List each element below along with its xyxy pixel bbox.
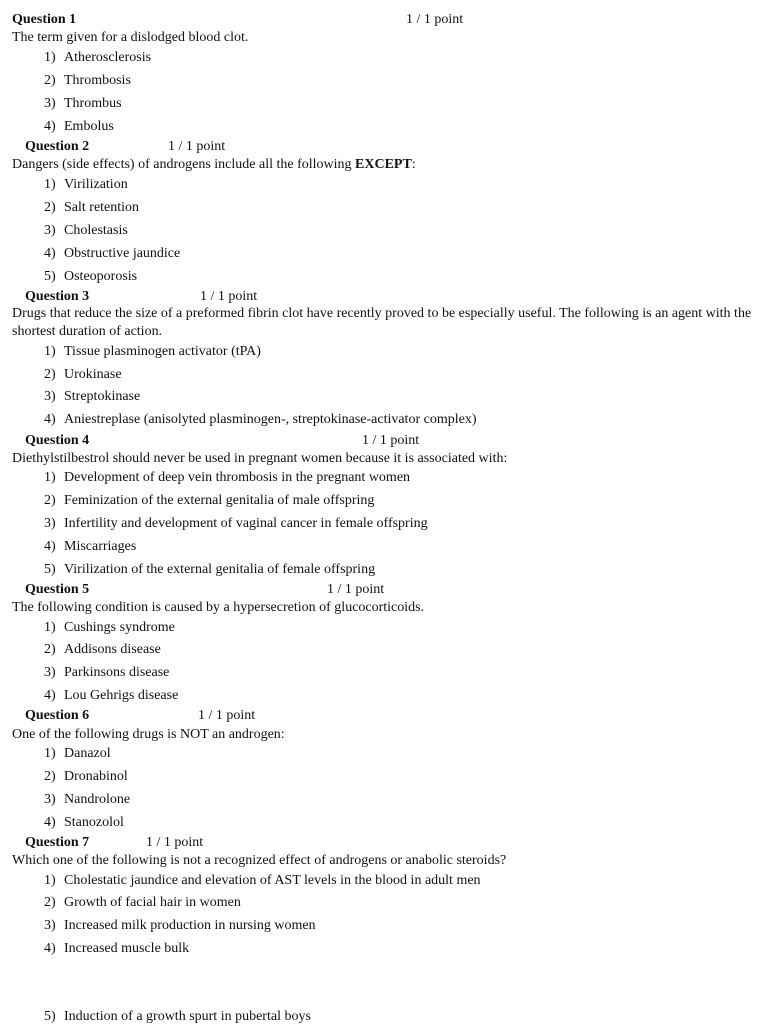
answer-option[interactable] <box>44 917 316 935</box>
option-label: Embolus <box>64 119 114 134</box>
question-heading: Question 5 <box>25 582 90 597</box>
option-number: 2) <box>44 200 56 215</box>
answer-option[interactable] <box>44 1008 311 1026</box>
option-number: 4) <box>44 539 56 554</box>
option-label: Cholestatic jaundice and elevation of AST levels in the blood in adult men <box>64 873 481 888</box>
option-number: 3) <box>44 792 56 807</box>
answer-option[interactable] <box>44 894 241 912</box>
question-text: The following condition is caused by a hypersecretion of glucocorticoids. <box>12 600 425 615</box>
option-label: Growth of facial hair in women <box>64 895 241 910</box>
option-label: Feminization of the external genitalia of male offspring <box>64 493 375 508</box>
answer-option[interactable] <box>44 814 124 832</box>
question-points: 1 / 1 point <box>327 582 385 597</box>
option-label: Danazol <box>64 746 111 761</box>
answer-option[interactable] <box>44 388 140 406</box>
option-label: Parkinsons disease <box>64 665 170 680</box>
option-number: 4) <box>44 246 56 261</box>
option-number: 3) <box>44 389 56 404</box>
option-label: Stanozolol <box>64 815 124 830</box>
question-points: 1 / 1 point <box>200 289 258 304</box>
option-label: Infertility and development of vaginal cancer in female offspring <box>64 516 428 531</box>
question-text: Diethylstilbestrol should never be used in pregnant women because it is associated with: <box>12 451 508 466</box>
option-label: Cholestasis <box>64 223 128 238</box>
option-number: 1) <box>44 746 56 761</box>
question-points: 1 / 1 point <box>362 433 420 448</box>
answer-option[interactable] <box>44 222 128 240</box>
question-heading: Question 2 <box>25 139 90 154</box>
question-keyword: EXCEPT <box>355 157 412 172</box>
option-number: 4) <box>44 815 56 830</box>
answer-option[interactable] <box>44 49 151 67</box>
option-label: Virilization of the external genitalia of female offspring <box>64 562 376 577</box>
answer-option[interactable] <box>44 469 410 487</box>
answer-option[interactable] <box>44 940 189 958</box>
question-heading: Question 3 <box>25 289 90 304</box>
option-number: 1) <box>44 620 56 635</box>
answer-option[interactable] <box>44 492 374 510</box>
answer-option[interactable] <box>44 687 178 705</box>
option-label: Virilization <box>64 177 128 192</box>
question-text <box>12 156 752 174</box>
option-label: Thrombus <box>64 96 122 111</box>
option-number: 3) <box>44 918 56 933</box>
answer-option[interactable] <box>44 343 261 361</box>
option-number: 2) <box>44 895 56 910</box>
option-number: 3) <box>44 516 56 531</box>
answer-option[interactable] <box>44 199 139 217</box>
option-number: 1) <box>44 177 56 192</box>
option-label: Osteoporosis <box>64 269 138 284</box>
question-points: 1 / 1 point <box>146 835 204 850</box>
answer-option[interactable] <box>44 619 175 637</box>
question-text: The term given for a dislodged blood clot. <box>12 30 249 45</box>
answer-option[interactable] <box>44 768 128 786</box>
answer-option[interactable] <box>44 745 111 763</box>
answer-option[interactable] <box>44 72 131 90</box>
option-number: 3) <box>44 665 56 680</box>
question-text-part: : <box>411 157 416 172</box>
option-number: 4) <box>44 412 56 427</box>
answer-option[interactable] <box>44 538 136 556</box>
option-number: 5) <box>44 562 56 577</box>
option-number: 3) <box>44 223 56 238</box>
answer-option[interactable] <box>44 561 375 579</box>
option-label: Streptokinase <box>64 389 141 404</box>
question-text: Drugs that reduce the size of a preformed fibrin clot have recently proved to be especially useful. The following is an agent with the shortest duration of action. <box>12 306 752 339</box>
answer-option[interactable] <box>44 515 428 533</box>
option-number: 1) <box>44 873 56 888</box>
question-points: 1 / 1 point <box>406 12 464 27</box>
question-points: 1 / 1 point <box>168 139 226 154</box>
option-number: 4) <box>44 941 56 956</box>
answer-option[interactable] <box>44 411 476 429</box>
answer-option[interactable] <box>44 872 481 890</box>
option-number: 2) <box>44 642 56 657</box>
option-label: Development of deep vein thrombosis in the pregnant women <box>64 470 411 485</box>
question-points: 1 / 1 point <box>198 708 256 723</box>
answer-option[interactable] <box>44 641 161 659</box>
option-label: Atherosclerosis <box>64 50 152 65</box>
question-text-part: Dangers (side effects) of androgens include all the following <box>12 157 356 172</box>
answer-option[interactable] <box>44 268 137 286</box>
question-text: One of the following drugs is NOT an androgen: <box>12 727 285 742</box>
option-label: Induction of a growth spurt in pubertal boys <box>64 1009 311 1024</box>
question-heading: Question 6 <box>25 708 90 723</box>
option-number: 2) <box>44 493 56 508</box>
option-number: 5) <box>44 269 56 284</box>
question-heading: Question 1 <box>12 12 77 27</box>
option-label: Dronabinol <box>64 769 128 784</box>
option-number: 2) <box>44 367 56 382</box>
option-label: Increased muscle bulk <box>64 941 190 956</box>
option-label: Obstructive jaundice <box>64 246 181 261</box>
option-label: Nandrolone <box>64 792 131 807</box>
option-number: 3) <box>44 96 56 111</box>
answer-option[interactable] <box>44 366 122 384</box>
option-label: Miscarriages <box>64 539 137 554</box>
option-number: 2) <box>44 769 56 784</box>
option-number: 1) <box>44 470 56 485</box>
option-label: Aniestreplase (anisolyted plasminogen-, streptokinase-activator complex) <box>64 412 477 427</box>
option-number: 1) <box>44 50 56 65</box>
option-label: Addisons disease <box>64 642 161 657</box>
option-number: 4) <box>44 119 56 134</box>
option-label: Cushings syndrome <box>64 620 175 635</box>
option-number: 2) <box>44 73 56 88</box>
option-number: 1) <box>44 344 56 359</box>
answer-option[interactable] <box>44 664 169 682</box>
answer-option[interactable] <box>44 791 130 809</box>
question-text: Which one of the following is not a recognized effect of androgens or anabolic steroids? <box>12 853 507 868</box>
question-heading: Question 4 <box>25 433 90 448</box>
option-label: Thrombosis <box>64 73 131 88</box>
question-heading: Question 7 <box>25 835 90 850</box>
answer-option[interactable] <box>44 118 114 136</box>
answer-option[interactable] <box>44 95 122 113</box>
option-number: 4) <box>44 688 56 703</box>
option-label: Increased milk production in nursing women <box>64 918 316 933</box>
option-label: Urokinase <box>64 367 122 382</box>
option-label: Salt retention <box>64 200 140 215</box>
answer-option[interactable] <box>44 245 180 263</box>
option-label: Lou Gehrigs disease <box>64 688 179 703</box>
answer-option[interactable] <box>44 176 128 194</box>
option-label: Tissue plasminogen activator (tPA) <box>64 344 261 359</box>
option-number: 5) <box>44 1009 56 1024</box>
